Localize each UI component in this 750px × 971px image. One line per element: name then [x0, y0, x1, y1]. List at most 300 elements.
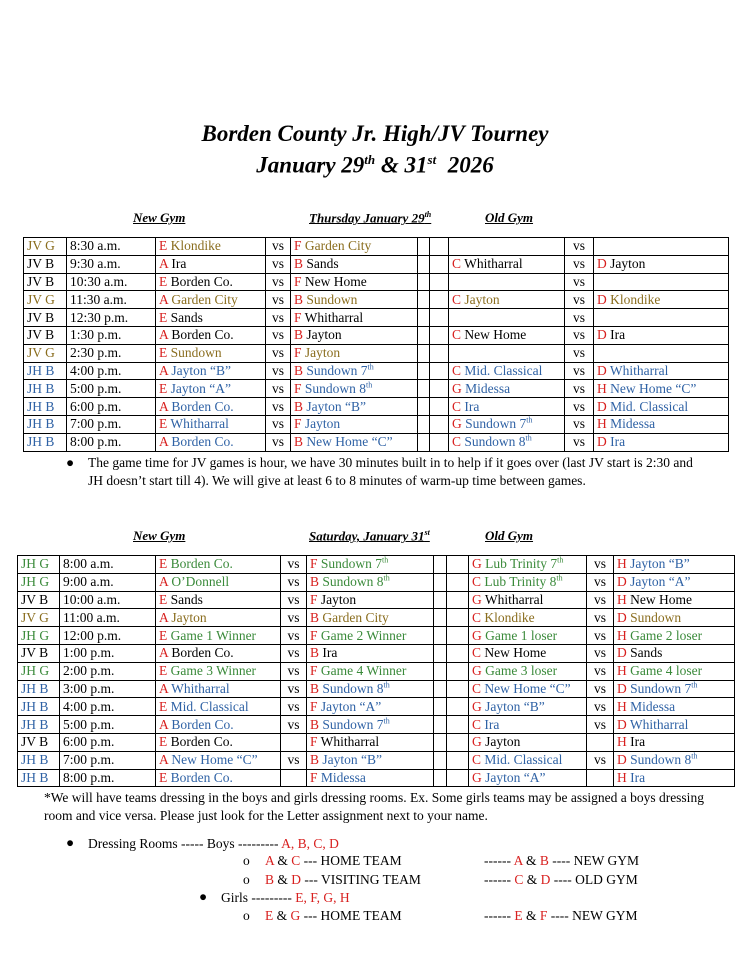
vs-cell: vs [266, 344, 291, 362]
ordinal-suffix: th [382, 555, 389, 565]
team-cell [291, 255, 418, 273]
time-cell: 1:00 p.m. [60, 644, 156, 662]
spacer-cell [430, 362, 449, 380]
team-name: Klondike [170, 238, 221, 254]
division-cell: JV G [18, 609, 60, 627]
old-gym-line: ------ C & D ---- OLD GYM [484, 872, 638, 887]
team-letter: D [597, 362, 607, 378]
team-cell [614, 698, 735, 716]
team-name: Ira [484, 716, 500, 732]
time-cell: 5:00 p.m. [60, 716, 156, 734]
spacer-cell [418, 326, 430, 344]
team-letter: A [159, 609, 169, 625]
vs-cell: vs [565, 238, 594, 256]
team-cell [594, 238, 729, 256]
team-letter: A [159, 398, 169, 414]
team-letter: B [294, 327, 304, 343]
team-cell [449, 344, 565, 362]
division-cell: JH B [18, 680, 60, 698]
team-cell [469, 680, 587, 698]
team-name: Sundown 8 [464, 434, 526, 450]
division-cell: JH B [24, 380, 67, 398]
team-cell [614, 573, 735, 591]
team-name: Jayton [304, 345, 341, 361]
division-cell: JV B [24, 326, 67, 344]
team-cell [469, 609, 587, 627]
team-letter: G [452, 380, 462, 396]
team-letter: F [294, 309, 302, 325]
spacer-cell [418, 344, 430, 362]
team-cell [307, 751, 434, 769]
ordinal-suffix: th [383, 716, 390, 726]
spacer-cell [447, 680, 469, 698]
team-cell [469, 751, 587, 769]
team-name: Borden Co. [170, 734, 233, 750]
team-letter: E [159, 238, 168, 254]
time-cell: 1:30 p.m. [67, 326, 156, 344]
team-letter: F [310, 698, 318, 714]
team-name: Jayton [320, 591, 357, 607]
division-cell: JV B [18, 591, 60, 609]
team-letter: C [452, 256, 462, 272]
team-name: Game 3 Winner [170, 663, 257, 679]
team-cell [614, 591, 735, 609]
schedule-row [18, 627, 735, 645]
division-cell: JV B [18, 644, 60, 662]
team-letter: E [159, 734, 168, 750]
team-name: New Home “C” [306, 434, 393, 450]
spacer-cell [418, 398, 430, 416]
division-cell: JV B [18, 733, 60, 751]
team-cell [469, 573, 587, 591]
team-cell [614, 609, 735, 627]
division-cell: JV B [24, 309, 67, 327]
team-letter: E [159, 591, 168, 607]
team-cell [449, 380, 565, 398]
team-name: Ira [171, 256, 187, 272]
vs-cell [587, 769, 614, 787]
team-letter: D [617, 752, 627, 768]
team-name: Jayton “A” [485, 769, 546, 785]
team-cell [594, 273, 729, 291]
team-name: Mid. Classical [484, 752, 563, 768]
team-name: Midessa [630, 698, 676, 714]
team-name: Whitharral [170, 416, 229, 432]
vs-cell: vs [587, 751, 614, 769]
team-name: Ira [610, 434, 626, 450]
schedule-row [24, 255, 729, 273]
vs-cell: vs [587, 662, 614, 680]
vs-cell: vs [266, 326, 291, 344]
time-cell: 10:30 a.m. [67, 273, 156, 291]
vs-cell: vs [266, 291, 291, 309]
team-cell [291, 415, 418, 433]
schedule-row [18, 662, 735, 680]
team-letter: G [472, 734, 482, 750]
vs-cell [587, 733, 614, 751]
team-letter: B [310, 645, 320, 661]
team-cell [307, 662, 434, 680]
time-cell: 4:00 p.m. [67, 362, 156, 380]
team-cell [307, 716, 434, 734]
team-letter: B [294, 256, 304, 272]
team-name: Game 1 Winner [170, 627, 257, 643]
team-name: Jayton [304, 416, 341, 432]
boys-home-line: A & C --- HOME TEAM [265, 853, 402, 868]
team-letter: F [294, 345, 302, 361]
vs-cell: vs [266, 309, 291, 327]
time-cell: 10:00 a.m. [60, 591, 156, 609]
spacer-cell [434, 662, 447, 680]
team-letter: A [159, 716, 169, 732]
team-letter: B [310, 680, 320, 696]
spacer-cell [434, 591, 447, 609]
team-cell [469, 769, 587, 787]
ordinal-suffix: th [526, 415, 533, 425]
vs-cell: vs [281, 751, 307, 769]
team-cell [291, 433, 418, 451]
team-cell [291, 273, 418, 291]
time-cell: 8:00 p.m. [67, 433, 156, 451]
team-name: Ira [610, 327, 626, 343]
team-letter: G [472, 591, 482, 607]
team-cell [156, 591, 281, 609]
schedule-row [24, 380, 729, 398]
team-letter: D [597, 398, 607, 414]
team-letter: A [159, 752, 169, 768]
vs-cell: vs [281, 556, 307, 574]
team-cell [156, 698, 281, 716]
new-gym-line: ------ A & B ---- NEW GYM [484, 853, 640, 868]
team-letter: C [472, 609, 482, 625]
team-name: Jayton [306, 327, 342, 343]
team-cell [594, 362, 729, 380]
ordinal-suffix: th [691, 751, 698, 761]
team-cell [614, 751, 735, 769]
spacer-cell [418, 362, 430, 380]
team-cell [469, 662, 587, 680]
team-name: Jayton “A” [630, 574, 691, 590]
team-name: Borden Co. [171, 716, 234, 732]
team-cell [614, 662, 735, 680]
team-name: Game 3 loser [485, 663, 558, 679]
vs-cell: vs [587, 591, 614, 609]
ordinal-suffix: th [366, 380, 373, 390]
team-letter: G [472, 698, 482, 714]
team-cell [449, 362, 565, 380]
vs-cell: vs [587, 698, 614, 716]
team-name: New Home [484, 645, 547, 661]
team-name: Klondike [484, 609, 535, 625]
team-letter: C [452, 327, 462, 343]
team-letter: A [159, 434, 169, 450]
team-cell [156, 398, 266, 416]
team-cell [307, 573, 434, 591]
team-letter: B [294, 291, 304, 307]
team-letter: A [159, 574, 169, 590]
team-cell [156, 255, 266, 273]
team-cell [307, 609, 434, 627]
vs-cell: vs [266, 255, 291, 273]
team-cell [156, 751, 281, 769]
vs-cell: vs [587, 609, 614, 627]
vs-cell: vs [565, 433, 594, 451]
team-cell [614, 644, 735, 662]
team-letter: D [597, 256, 607, 272]
tourney-title: Borden County Jr. High/JV Tourney [201, 121, 549, 146]
saturday-day-header: Saturday, January 31st [309, 528, 430, 544]
team-cell [307, 591, 434, 609]
thursday-day-header: Thursday January 29th [309, 210, 432, 226]
schedule-row [18, 644, 735, 662]
team-cell [156, 769, 281, 787]
spacer-cell [430, 344, 449, 362]
team-name: Borden Co. [170, 556, 233, 572]
team-cell [614, 716, 735, 734]
vs-cell: vs [565, 309, 594, 327]
spacer-cell [447, 769, 469, 787]
vs-cell: vs [281, 591, 307, 609]
team-letter: A [159, 327, 169, 343]
team-letter: A [159, 645, 169, 661]
team-letter: H [597, 380, 607, 396]
spacer-cell [418, 309, 430, 327]
team-letter: H [617, 769, 627, 785]
team-cell [307, 769, 434, 787]
team-cell [156, 680, 281, 698]
time-cell: 8:00 a.m. [60, 556, 156, 574]
vs-cell: vs [587, 680, 614, 698]
team-name: Sundown [306, 291, 358, 307]
thursday-old-gym-header: Old Gym [485, 210, 534, 225]
team-letter: B [310, 574, 320, 590]
division-cell: JH B [18, 769, 60, 787]
schedule-row [18, 698, 735, 716]
team-letter: B [310, 752, 320, 768]
team-cell [291, 344, 418, 362]
new-gym-line-girls: ------ E & F ---- NEW GYM [484, 908, 638, 923]
ordinal-suffix: th [525, 433, 532, 443]
team-cell [594, 309, 729, 327]
team-cell [307, 733, 434, 751]
spacer-cell [430, 238, 449, 256]
team-letter: E [159, 273, 168, 289]
girls-home-line: E & G --- HOME TEAM [265, 908, 402, 923]
spacer-cell [434, 573, 447, 591]
spacer-cell [434, 769, 447, 787]
team-name: Game 4 Winner [320, 663, 407, 679]
team-name: Midessa [320, 769, 366, 785]
team-letter: E [159, 556, 168, 572]
team-cell [291, 309, 418, 327]
vs-cell: vs [266, 238, 291, 256]
team-cell [307, 644, 434, 662]
spacer-cell [418, 380, 430, 398]
schedule-row [24, 362, 729, 380]
team-name: Jayton [171, 609, 207, 625]
jv-game-time-note: The game time for JV games is hour, we have 30 minutes built in to help if it goes over (last JV start is 2:30 and JH doesn’t start till 4). We will give at least 6 to 8 minutes of warm-up time between games. [88, 455, 693, 488]
team-letter: B [310, 609, 320, 625]
team-letter: G [472, 769, 482, 785]
team-name: Whitharral [304, 309, 364, 325]
team-letter: E [159, 380, 168, 396]
schedule-row [24, 344, 729, 362]
spacer-cell [430, 398, 449, 416]
team-cell [156, 573, 281, 591]
sub-bullet: o [243, 908, 250, 923]
division-cell: JH G [18, 662, 60, 680]
team-name: Game 2 loser [630, 627, 703, 643]
team-name: New Home [464, 327, 527, 343]
team-name: Borden Co. [171, 645, 234, 661]
team-name: Borden Co. [171, 398, 234, 414]
division-cell: JV G [24, 238, 67, 256]
team-letter: E [159, 698, 168, 714]
vs-cell: vs [587, 716, 614, 734]
spacer-cell [447, 716, 469, 734]
team-name: New Home [630, 591, 692, 607]
spacer-cell [447, 644, 469, 662]
thursday-new-gym-header: New Gym [133, 210, 186, 225]
schedule-row [24, 291, 729, 309]
spacer-cell [434, 733, 447, 751]
team-name: Sundown [630, 609, 682, 625]
team-name: Sundown 8 [304, 380, 367, 396]
spacer-cell [434, 680, 447, 698]
schedule-row [24, 415, 729, 433]
team-letter: H [617, 734, 627, 750]
team-name: Lub Trinity 8 [484, 574, 557, 590]
team-cell [614, 733, 735, 751]
team-letter: C [472, 716, 482, 732]
vs-cell: vs [587, 573, 614, 591]
team-name: Whitharral [320, 734, 380, 750]
vs-cell: vs [266, 433, 291, 451]
team-cell [307, 680, 434, 698]
spacer-cell [447, 733, 469, 751]
time-cell: 8:00 p.m. [60, 769, 156, 787]
team-cell [449, 433, 565, 451]
team-name: Game 4 loser [630, 663, 703, 679]
schedule-row [24, 273, 729, 291]
spacer-cell [430, 273, 449, 291]
team-cell [614, 627, 735, 645]
team-name: Sundown 8 [322, 680, 384, 696]
team-letter: E [159, 769, 168, 785]
team-name: Whitharral [484, 591, 544, 607]
team-cell [469, 716, 587, 734]
team-cell [156, 662, 281, 680]
time-cell: 4:00 p.m. [60, 698, 156, 716]
team-letter: A [159, 256, 169, 272]
team-name: Whitharral [609, 362, 669, 378]
team-name: New Home “C” [484, 680, 571, 696]
team-name: Whitharral [464, 256, 523, 272]
division-cell: JV B [24, 273, 67, 291]
time-cell: 2:00 p.m. [60, 662, 156, 680]
sub-bullet: o [243, 853, 250, 868]
schedule-row [24, 238, 729, 256]
team-cell [291, 398, 418, 416]
team-name: Sundown 7 [630, 680, 692, 696]
spacer-cell [418, 273, 430, 291]
team-letter: B [294, 434, 304, 450]
team-cell [449, 273, 565, 291]
team-cell [594, 291, 729, 309]
team-name: Game 1 loser [485, 627, 558, 643]
team-letter: H [617, 591, 627, 607]
team-letter: F [294, 416, 302, 432]
team-cell [594, 433, 729, 451]
spacer-cell [430, 255, 449, 273]
bullet-dot: ● [66, 455, 75, 470]
team-name: Jayton “A” [320, 698, 382, 714]
spacer-cell [447, 627, 469, 645]
team-name: Mid. Classical [464, 362, 543, 378]
dressing-room-note: *We will have teams dressing in the boys and girls dressing rooms. Ex. Some girls teams may be assigned a boys dressing room and vice versa. Please just look for the Letter assignment next to your name. [44, 790, 704, 823]
team-letter: G [472, 556, 482, 572]
team-name: Ira [630, 734, 646, 750]
spacer-cell [447, 698, 469, 716]
team-cell [156, 415, 266, 433]
spacer-cell [434, 627, 447, 645]
schedule-row [18, 751, 735, 769]
team-letter: H [617, 663, 627, 679]
team-name: Sands [170, 591, 203, 607]
team-cell [291, 380, 418, 398]
team-letter: C [472, 645, 482, 661]
team-name: New Home [304, 273, 367, 289]
spacer-cell [418, 415, 430, 433]
team-cell [156, 627, 281, 645]
team-name: Jayton “B” [630, 556, 690, 572]
team-name: Jayton “A” [170, 380, 231, 396]
team-name: O’Donnell [171, 574, 230, 590]
team-name: Sands [170, 309, 203, 325]
schedule-row [24, 398, 729, 416]
spacer-cell [447, 573, 469, 591]
time-cell: 8:30 a.m. [67, 238, 156, 256]
team-cell [156, 644, 281, 662]
vs-cell: vs [281, 627, 307, 645]
team-letter: C [452, 291, 462, 307]
team-cell [156, 609, 281, 627]
ordinal-suffix: th [691, 680, 698, 690]
spacer-cell [430, 415, 449, 433]
vs-cell: vs [565, 255, 594, 273]
team-cell [156, 433, 266, 451]
team-cell [469, 591, 587, 609]
division-cell: JH B [18, 751, 60, 769]
schedule-row [18, 680, 735, 698]
team-cell [307, 556, 434, 574]
team-letter: C [472, 752, 482, 768]
spacer-cell [430, 326, 449, 344]
division-cell: JV G [24, 344, 67, 362]
team-cell [449, 309, 565, 327]
team-cell [291, 238, 418, 256]
team-name: Whitharral [171, 680, 230, 696]
tourney-dates: January 29th & 31st 2026 [256, 152, 494, 178]
spacer-cell [434, 698, 447, 716]
team-name: Jayton “B” [322, 752, 383, 768]
team-letter: B [294, 362, 304, 378]
team-cell [469, 556, 587, 574]
team-name: Borden Co. [170, 273, 233, 289]
schedule-row [18, 716, 735, 734]
team-name: Midessa [465, 380, 511, 396]
saturday-schedule-table [17, 555, 735, 787]
